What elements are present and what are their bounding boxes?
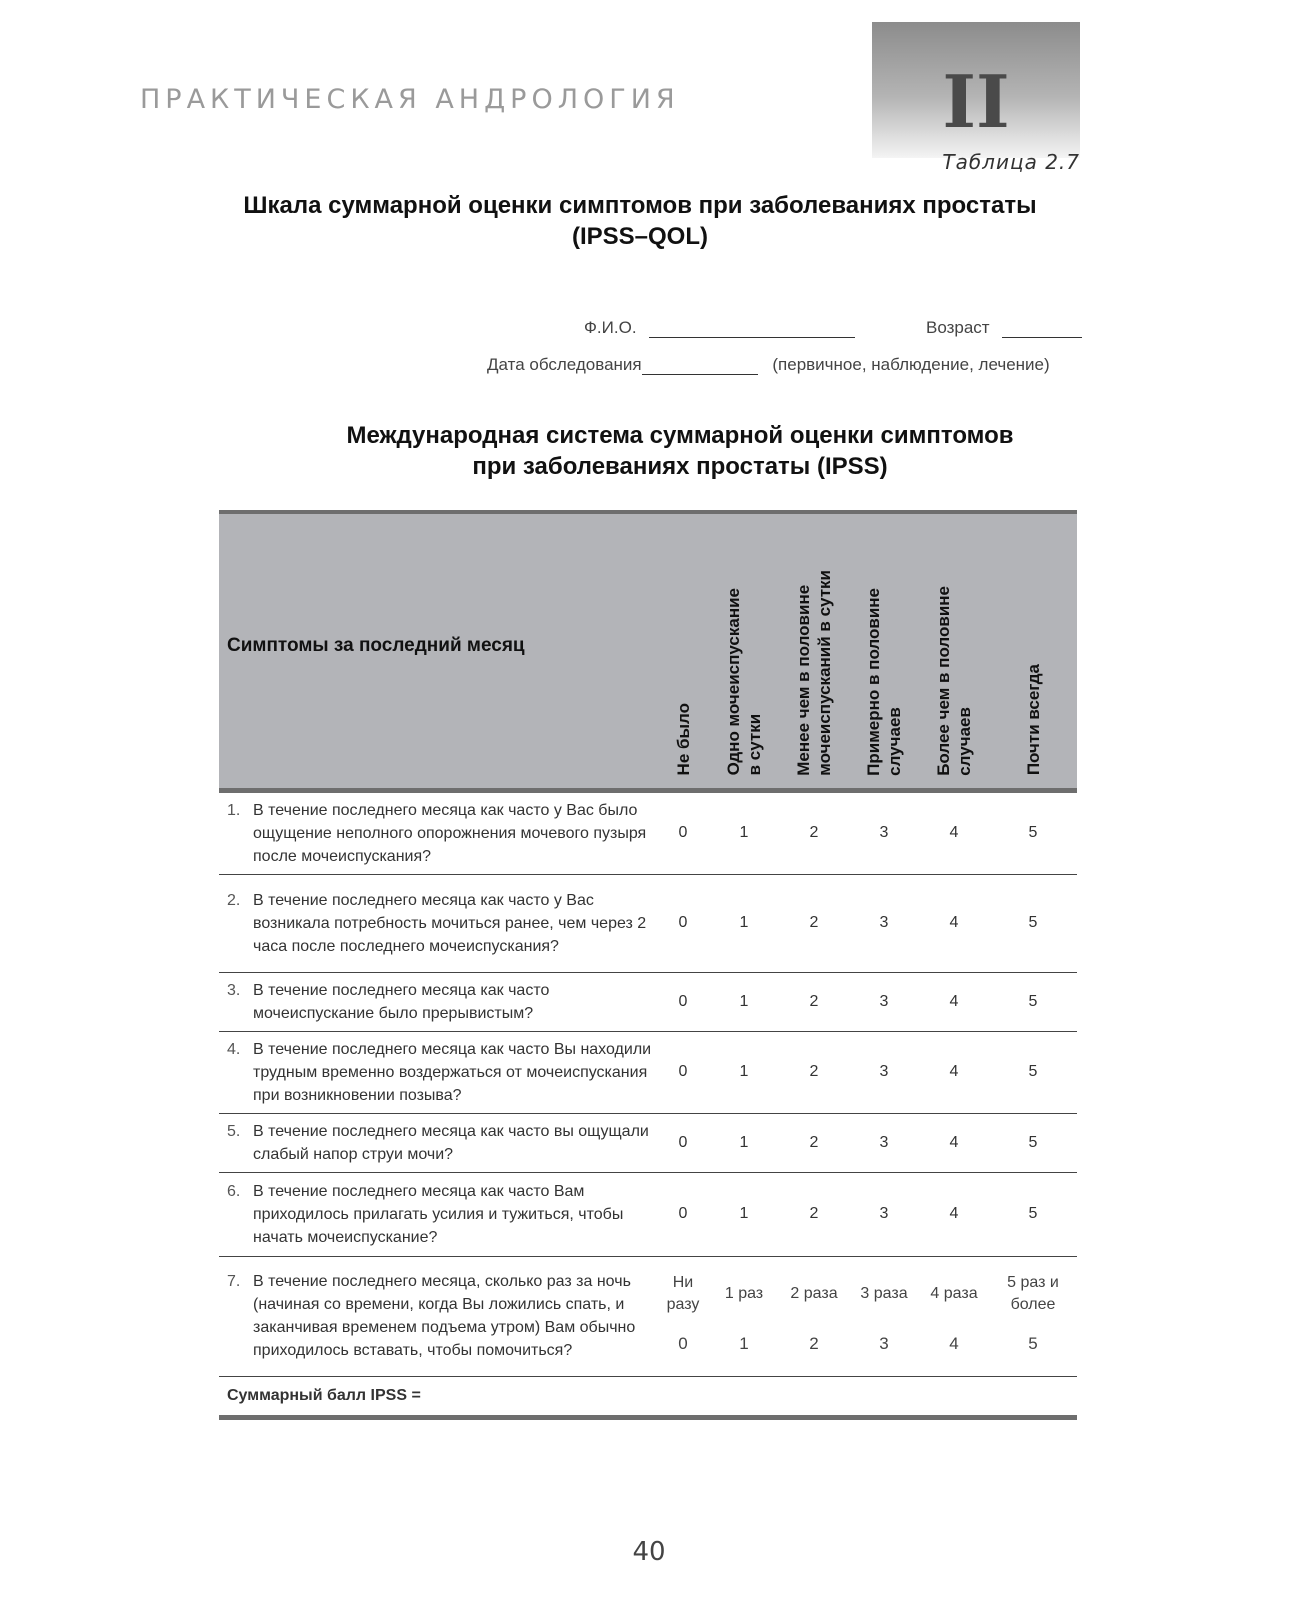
option-cell[interactable] bbox=[919, 1256, 989, 1376]
page-number: 40 bbox=[632, 1537, 666, 1567]
question-number: 6. bbox=[227, 1182, 241, 1200]
score-cell[interactable]: 5 bbox=[989, 1172, 1077, 1256]
table-row-nocturia bbox=[219, 1256, 1077, 1376]
score-cell[interactable]: 0 bbox=[657, 874, 709, 972]
score-cell[interactable]: 2 bbox=[779, 1113, 849, 1172]
score-cell[interactable]: 4 bbox=[919, 790, 989, 874]
score-cell[interactable]: 0 bbox=[657, 1031, 709, 1113]
age-row bbox=[926, 318, 1082, 338]
age-field[interactable] bbox=[1002, 320, 1082, 338]
score-cell[interactable]: 0 bbox=[657, 972, 709, 1031]
question-cell bbox=[219, 1256, 657, 1376]
option-cell[interactable] bbox=[989, 1256, 1077, 1376]
score-cell[interactable]: 2 bbox=[779, 790, 849, 874]
section-title-line-2: при заболеваниях простаты (IPSS) bbox=[472, 453, 888, 480]
option-score: 5 bbox=[1028, 1334, 1038, 1353]
column-header-line-2: случаев bbox=[955, 706, 974, 776]
score-cell[interactable]: 4 bbox=[919, 1172, 989, 1256]
score-cell[interactable]: 3 bbox=[849, 972, 919, 1031]
question-number: 2. bbox=[227, 891, 241, 909]
score-cell[interactable]: 3 bbox=[849, 790, 919, 874]
question-text: В течение последнего месяца как часто Вам приходилось прилагать усилия и тужиться, чтобы начать мочеиспускание? bbox=[253, 1182, 624, 1246]
question-text: В течение последнего месяца как часто мочеиспускание было прерывистым? bbox=[253, 981, 550, 1022]
document-title-line-1: Шкала суммарной оценки симптомов при заболеваниях простаты bbox=[243, 192, 1037, 219]
column-header-line-1: Примерно в половине bbox=[864, 587, 883, 776]
date-row bbox=[487, 355, 1050, 375]
option-score: 2 bbox=[809, 1334, 819, 1353]
running-head: ПРАКТИЧЕСКАЯ АНДРОЛОГИЯ bbox=[140, 84, 680, 115]
score-cell[interactable]: 4 bbox=[919, 972, 989, 1031]
score-cell[interactable]: 4 bbox=[919, 874, 989, 972]
question-cell bbox=[219, 1113, 657, 1172]
option-score: 0 bbox=[678, 1334, 688, 1353]
question-text: В течение последнего месяца как часто у Вас было ощущение неполного опорожнения мочевого пузыря после мочеиспускания? bbox=[253, 801, 647, 865]
score-cell[interactable]: 2 bbox=[779, 1172, 849, 1256]
question-number: 7. bbox=[227, 1273, 241, 1290]
option-cell[interactable] bbox=[709, 1256, 779, 1376]
ipss-table bbox=[219, 510, 1077, 1420]
question-text: В течение последнего месяца как часто вы ощущали слабый напор струи мочи? bbox=[253, 1122, 649, 1163]
column-header-line-1: Почти всегда bbox=[1023, 664, 1043, 776]
score-cell[interactable]: 3 bbox=[849, 1031, 919, 1113]
column-header bbox=[989, 512, 1077, 790]
score-cell[interactable]: 5 bbox=[989, 874, 1077, 972]
column-header bbox=[779, 512, 849, 790]
table-header-row bbox=[219, 512, 1077, 790]
option-label: 1 раз bbox=[724, 1285, 764, 1302]
column-header-line-2: мочеиспусканий в сутки bbox=[815, 569, 834, 776]
column-header bbox=[657, 512, 709, 790]
column-header-line-2: в сутки bbox=[745, 713, 764, 776]
fio-field[interactable] bbox=[649, 320, 855, 338]
date-field[interactable] bbox=[642, 357, 758, 375]
question-number: 1. bbox=[227, 801, 241, 819]
question-column-header: Симптомы за последний месяц bbox=[219, 512, 657, 790]
question-text: В течение последнего месяца как часто Вы находили трудным временно воздержаться от мочеиспускания при возникновении позыва? bbox=[253, 1040, 652, 1104]
option-score: 3 bbox=[879, 1334, 889, 1353]
option-label: 4 раза bbox=[930, 1285, 978, 1302]
section-title-line-1: Международная система суммарной оценки симптомов bbox=[346, 422, 1014, 449]
option-cell[interactable] bbox=[657, 1256, 709, 1376]
score-cell[interactable]: 1 bbox=[709, 1172, 779, 1256]
score-cell[interactable]: 3 bbox=[849, 874, 919, 972]
total-row bbox=[219, 1376, 1077, 1417]
score-cell[interactable]: 4 bbox=[919, 1031, 989, 1113]
option-label: Ни разу bbox=[666, 1274, 700, 1313]
fio-label: Ф.И.О. bbox=[584, 318, 637, 337]
table-row bbox=[219, 1172, 1077, 1256]
option-label: 5 раз и более bbox=[1007, 1274, 1059, 1313]
option-label: 3 раза bbox=[860, 1285, 908, 1302]
score-cell[interactable]: 0 bbox=[657, 1113, 709, 1172]
option-label: 2 раза bbox=[790, 1285, 838, 1302]
table-row bbox=[219, 1113, 1077, 1172]
question-cell bbox=[219, 790, 657, 874]
score-cell[interactable]: 2 bbox=[779, 1031, 849, 1113]
fio-row bbox=[584, 318, 855, 338]
option-cell[interactable] bbox=[849, 1256, 919, 1376]
question-text: В течение последнего месяца, сколько раз за ночь (начиная со времени, когда Вы ложились спать, и заканчивая временем подъема утром) Вам обычно приходилось вставать, чтобы помочиться? bbox=[253, 1273, 636, 1359]
question-cell bbox=[219, 874, 657, 972]
date-label: Дата обследования bbox=[487, 355, 642, 374]
column-header-line-1: Не было bbox=[673, 703, 693, 776]
score-cell[interactable]: 5 bbox=[989, 790, 1077, 874]
question-number: 3. bbox=[227, 981, 241, 999]
option-score: 1 bbox=[739, 1334, 749, 1353]
question-text: В течение последнего месяца как часто у Вас возникала потребность мочиться ранее, чем через 2 часа после последнего мочеиспускания? bbox=[253, 891, 647, 955]
table-label: Таблица 2.7 bbox=[942, 150, 1080, 174]
column-header-line-2: случаев bbox=[885, 706, 904, 776]
document-title-line-2: (IPSS–QOL) bbox=[571, 223, 709, 250]
section-title bbox=[240, 420, 1120, 482]
question-number: 4. bbox=[227, 1040, 241, 1058]
total-score-label: Суммарный балл IPSS = bbox=[219, 1376, 1077, 1417]
column-header bbox=[919, 512, 989, 790]
question-cell bbox=[219, 1031, 657, 1113]
score-cell[interactable]: 2 bbox=[779, 972, 849, 1031]
column-header-line-1: Одно мочеиспускание bbox=[724, 588, 743, 776]
column-header bbox=[709, 512, 779, 790]
question-cell bbox=[219, 972, 657, 1031]
question-cell bbox=[219, 1172, 657, 1256]
table-row bbox=[219, 1031, 1077, 1113]
table-row bbox=[219, 790, 1077, 874]
table-row bbox=[219, 874, 1077, 972]
column-header bbox=[849, 512, 919, 790]
age-label: Возраст bbox=[926, 318, 990, 337]
table-row bbox=[219, 972, 1077, 1031]
score-cell[interactable]: 1 bbox=[709, 790, 779, 874]
score-cell[interactable]: 3 bbox=[849, 1172, 919, 1256]
chapter-marker bbox=[872, 22, 1080, 158]
column-header-line-1: Менее чем в половине bbox=[794, 584, 813, 776]
visit-type: (первичное, наблюдение, лечение) bbox=[772, 355, 1050, 374]
question-number: 5. bbox=[227, 1122, 241, 1140]
chapter-number: II bbox=[942, 59, 1010, 144]
score-cell[interactable]: 1 bbox=[709, 972, 779, 1031]
document-title bbox=[200, 190, 1080, 252]
score-cell[interactable]: 1 bbox=[709, 1113, 779, 1172]
score-cell[interactable]: 5 bbox=[989, 972, 1077, 1031]
score-cell[interactable]: 0 bbox=[657, 1172, 709, 1256]
score-cell[interactable]: 5 bbox=[989, 1031, 1077, 1113]
score-cell[interactable]: 1 bbox=[709, 874, 779, 972]
score-cell[interactable]: 3 bbox=[849, 1113, 919, 1172]
score-cell[interactable]: 2 bbox=[779, 874, 849, 972]
option-cell[interactable] bbox=[779, 1256, 849, 1376]
score-cell[interactable]: 0 bbox=[657, 790, 709, 874]
column-header-line-1: Более чем в половине bbox=[934, 585, 953, 776]
score-cell[interactable]: 5 bbox=[989, 1113, 1077, 1172]
score-cell[interactable]: 4 bbox=[919, 1113, 989, 1172]
score-cell[interactable]: 1 bbox=[709, 1031, 779, 1113]
option-score: 4 bbox=[949, 1334, 959, 1353]
